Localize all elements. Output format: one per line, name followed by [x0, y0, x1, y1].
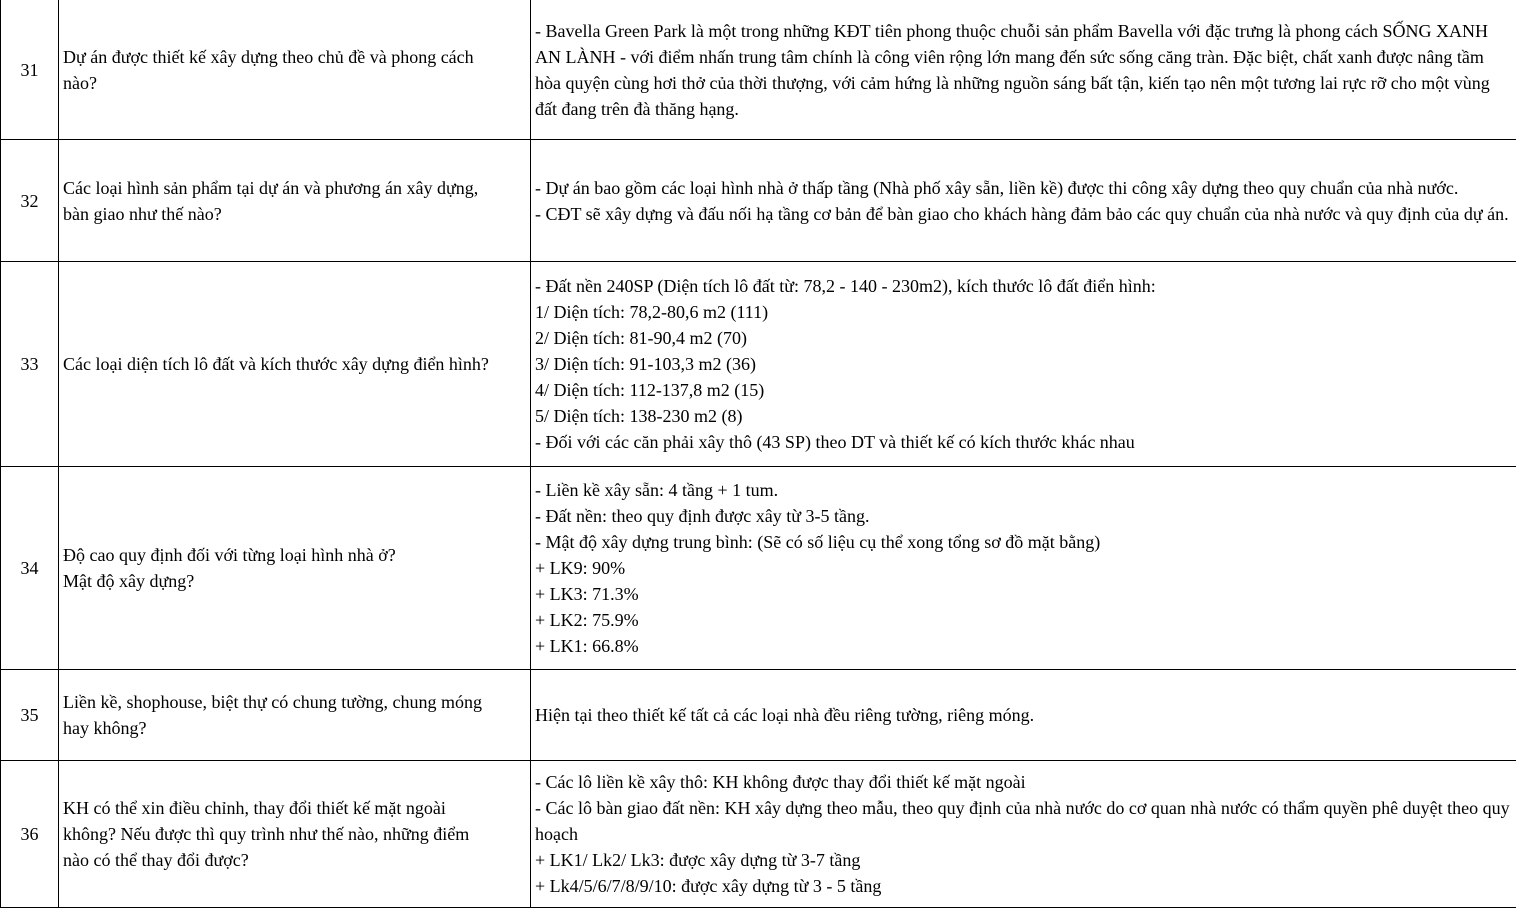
answer-line: 5/ Diện tích: 138-230 m2 (8) — [535, 406, 743, 426]
answer-line: - Bavella Green Park là một trong những KĐT tiên phong thuộc chuỗi sản phẩm Bavella với đặc trưng là phong cách SỐNG XANH AN LÀNH - với điểm nhấn trung tâm chính là công viên rộng lớn mang đến sức sống căng tràn. Đặc biệt, chất xanh được nâng tầm hòa quyện cùng hơi thở của thời thượng, với cảm hứng là những nguồn sáng bất tận, kiến tạo nên một tương lai rực rỡ cho một vùng đất đang trên đà thăng hạng. — [535, 20, 1490, 119]
question-line: không? Nếu được thì quy trình như thế nào, những điểm — [63, 824, 470, 844]
question-line: Mật độ xây dựng? — [63, 571, 195, 591]
answer-cell[interactable] — [531, 670, 1516, 761]
question-line: nào? — [63, 72, 97, 93]
question-cell[interactable] — [59, 140, 531, 262]
question-line: Các loại diện tích lô đất và kích thước xây dựng điển hình? — [63, 354, 489, 374]
answer-line: - Đất nền 240SP (Diện tích lô đất từ: 78,2 - 140 - 230m2), kích thước lô đất điển hình: — [535, 276, 1156, 296]
question-cell[interactable] — [59, 761, 531, 908]
table-row — [1, 262, 1516, 467]
answer-cell[interactable] — [531, 761, 1516, 908]
table-row — [1, 670, 1516, 761]
answer-line: + Lk4/5/6/7/8/9/10: được xây dựng từ 3 - 5 tầng — [535, 876, 882, 896]
question-line: KH có thể xin điều chỉnh, thay đổi thiết kế mặt ngoài — [63, 798, 446, 818]
row-number-cell[interactable]: 36 — [1, 761, 59, 908]
answer-line: Hiện tại theo thiết kế tất cả các loại nhà đều riêng tường, riêng móng. — [535, 705, 1035, 725]
row-number-cell[interactable]: 31 — [1, 0, 59, 140]
answer-line: + LK1: 66.8% — [535, 636, 639, 656]
answer-line: 2/ Diện tích: 81-90,4 m2 (70) — [535, 328, 747, 348]
answer-cell[interactable] — [531, 467, 1516, 670]
question-line: nào có thể thay đổi được? — [63, 850, 249, 870]
question-line: hay không? — [63, 718, 147, 738]
answer-line: - Đất nền: theo quy định được xây từ 3-5 tầng. — [535, 506, 870, 526]
question-line: bàn giao như thế nào? — [63, 203, 222, 224]
answer-line: - Đối với các căn phải xây thô (43 SP) theo DT và thiết kế có kích thước khác nhau — [535, 432, 1135, 452]
question-line: Độ cao quy định đối với từng loại hình nhà ở? — [63, 545, 396, 565]
question-cell[interactable] — [59, 467, 531, 670]
table-row — [1, 761, 1516, 908]
table-row — [1, 467, 1516, 670]
row-number-cell[interactable]: 34 — [1, 467, 59, 670]
answer-line: - Các lô bàn giao đất nền: KH xây dựng theo mẫu, theo quy định của nhà nước do cơ quan nhà nước có thẩm quyền phê duyệt theo quy hoạch — [535, 798, 1510, 844]
answer-line: 4/ Diện tích: 112-137,8 m2 (15) — [535, 380, 765, 400]
answer-cell[interactable] — [531, 0, 1516, 140]
question-line: Các loại hình sản phẩm tại dự án và phương án xây dựng, — [63, 177, 479, 198]
answer-line: + LK3: 71.3% — [535, 584, 639, 604]
row-number-cell[interactable]: 35 — [1, 670, 59, 761]
row-number-cell[interactable]: 32 — [1, 140, 59, 262]
row-number-cell[interactable]: 33 — [1, 262, 59, 467]
answer-line: - Các lô liền kề xây thô: KH không được thay đổi thiết kế mặt ngoài — [535, 772, 1026, 792]
question-cell[interactable] — [59, 0, 531, 140]
answer-cell[interactable] — [531, 140, 1516, 262]
answer-line: + LK2: 75.9% — [535, 610, 639, 630]
answer-line: 3/ Diện tích: 91-103,3 m2 (36) — [535, 354, 756, 374]
table-row — [1, 140, 1516, 262]
answer-line: + LK9: 90% — [535, 558, 626, 578]
answer-line: - Mật độ xây dựng trung bình: (Sẽ có số liệu cụ thể xong tổng sơ đồ mặt bằng) — [535, 532, 1101, 552]
table-row — [1, 0, 1516, 140]
answer-line: - CĐT sẽ xây dựng và đấu nối hạ tầng cơ bản để bàn giao cho khách hàng đảm bảo các quy chuẩn của nhà nước và quy định của dự án. — [535, 203, 1509, 224]
question-cell[interactable] — [59, 670, 531, 761]
question-line: Liền kề, shophouse, biệt thự có chung tường, chung móng — [63, 692, 482, 712]
answer-line: - Liền kề xây sẵn: 4 tầng + 1 tum. — [535, 480, 779, 500]
question-cell[interactable] — [59, 262, 531, 467]
question-line: Dự án được thiết kế xây dựng theo chủ đề và phong cách — [63, 46, 474, 67]
answer-line: + LK1/ Lk2/ Lk3: được xây dựng từ 3-7 tầng — [535, 850, 861, 870]
answer-line: 1/ Diện tích: 78,2-80,6 m2 (111) — [535, 302, 769, 322]
answer-cell[interactable] — [531, 262, 1516, 467]
answer-line: - Dự án bao gồm các loại hình nhà ở thấp tầng (Nhà phố xây sẵn, liền kề) được thi công xây dựng theo quy chuẩn của nhà nước. — [535, 177, 1459, 198]
